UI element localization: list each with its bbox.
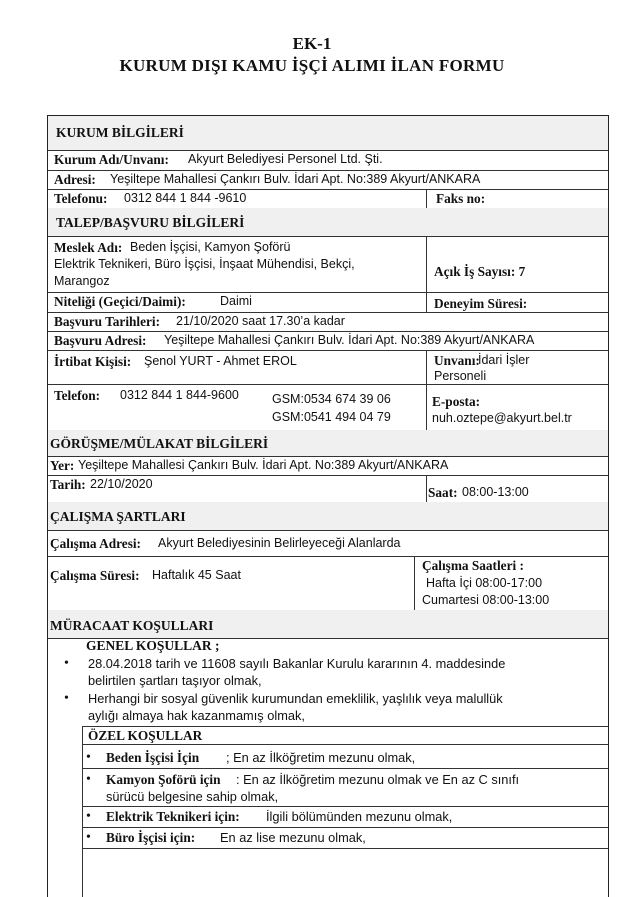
- kurum-adres-label: Adresi:: [54, 172, 96, 187]
- ozel-kosul-2-value: : En az İlköğretim mezunu olmak ve En az C sınıfı: [236, 772, 520, 787]
- bullet-icon: •: [86, 750, 91, 765]
- ozel-kosul-4-label: Büro İşçisi için:: [106, 830, 196, 845]
- calisma-sure-label: Çalışma Süresi:: [50, 568, 140, 583]
- gorusme-tarih-value: 22/10/2020: [90, 477, 153, 491]
- divider: [82, 726, 608, 727]
- divider: [426, 292, 427, 312]
- divider: [82, 848, 608, 849]
- talep-adres-row: [48, 331, 608, 351]
- section-kurum-title: KURUM BİLGİLERİ: [56, 125, 184, 140]
- meslek-label: Meslek Adı:: [54, 240, 123, 255]
- gorusme-yer-label: Yer:: [50, 458, 75, 473]
- genel-kosul-2-line2: aylığı almaya hak kazanmamış olmak,: [88, 708, 305, 723]
- basvuru-tarih-label: Başvuru Tarihleri:: [54, 314, 161, 329]
- divider: [414, 556, 415, 610]
- ozel-kosul-3-value: İlgili bölümünden mezunu olmak,: [266, 809, 453, 824]
- gsm-2: GSM:0541 494 04 79: [272, 410, 391, 424]
- genel-kosul-2-line1: Herhangi bir sosyal güvenlik kurumundan emeklilik, yaşlılık veya malullük: [88, 691, 503, 706]
- muracaat-body: [48, 638, 608, 897]
- bullet-icon: •: [86, 830, 91, 845]
- section-gorusme-title: GÖRÜŞME/MÜLAKAT BİLGİLERİ: [50, 436, 269, 451]
- divider: [82, 827, 608, 828]
- calisma-sure-row: [48, 556, 608, 611]
- kurum-faks-label: Faks no:: [436, 191, 486, 206]
- kurum-tel-label: Telefonu:: [54, 191, 108, 206]
- section-calisma-title: ÇALIŞMA ŞARTLARI: [50, 509, 186, 524]
- section-talep: [48, 208, 608, 237]
- acik-is-sayisi: Açık İş Sayısı: 7: [434, 264, 526, 279]
- divider: [426, 384, 427, 430]
- divider: [426, 475, 427, 502]
- gorusme-tarih-row: [48, 475, 608, 503]
- telefon-label: Telefon:: [54, 388, 101, 403]
- divider: [426, 189, 427, 208]
- deneyim-label: Deneyim Süresi:: [434, 296, 528, 311]
- form-title: KURUM DIŞI KAMU İŞÇİ ALIMI İLAN FORMU: [119, 56, 505, 75]
- talep-nitelik-row: [48, 292, 608, 313]
- form-annex-label: EK-1: [292, 34, 332, 53]
- section-kurum: [48, 116, 608, 151]
- calisma-sure-value: Haftalık 45 Saat: [152, 568, 241, 582]
- kurum-ad-row: [48, 150, 608, 171]
- basvuru-tarih-value: 21/10/2020 saat 17.30’a kadar: [176, 314, 345, 328]
- unvan-line1: İdari İşler: [478, 353, 530, 367]
- section-calisma: [48, 502, 608, 531]
- talep-telefon-row: [48, 384, 608, 431]
- nitelik-value: Daimi: [220, 294, 252, 308]
- telefon-value: 0312 844 1 844-9600: [120, 388, 239, 402]
- section-muracaat-title: MÜRACAAT KOŞULLARI: [50, 618, 214, 633]
- calisma-saatleri-label: Çalışma Saatleri :: [422, 558, 524, 573]
- irtibat-value: Şenol YURT - Ahmet EROL: [144, 354, 297, 368]
- section-talep-title: TALEP/BAŞVURU BİLGİLERİ: [56, 215, 245, 230]
- calisma-adres-value: Akyurt Belediyesinin Belirleyeceği Alanlarda: [158, 536, 401, 550]
- divider: [82, 744, 608, 745]
- bullet-icon: •: [86, 772, 91, 787]
- meslek-line3: Marangoz: [54, 274, 110, 288]
- divider: [426, 236, 427, 292]
- genel-kosul-1-line1: 28.04.2018 tarih ve 11608 sayılı Bakanlar Kurulu kararının 4. maddesinde: [88, 656, 506, 671]
- basvuru-adres-value: Yeşiltepe Mahallesi Çankırı Bulv. İdari Apt. No:389 Akyurt/ANKARA: [164, 333, 535, 347]
- bullet-icon: •: [64, 691, 69, 706]
- basvuru-adres-label: Başvuru Adresi:: [54, 333, 147, 348]
- kurum-tel-value: 0312 844 1 844 -9610: [124, 191, 247, 205]
- gorusme-saat-value: 08:00-13:00: [462, 485, 529, 499]
- kurum-ad-value: Akyurt Belediyesi Personel Ltd. Şti.: [188, 152, 383, 166]
- kurum-adres-row: [48, 170, 608, 190]
- unvan-line2: Personeli: [434, 369, 487, 383]
- ozel-kosul-4-value: En az lise mezunu olmak,: [220, 830, 366, 845]
- meslek-line2: Elektrik Teknikeri, Büro İşçisi, İnşaat Mühendisi, Bekçi,: [54, 257, 355, 271]
- genel-kosullar-title: GENEL KOŞULLAR ;: [86, 638, 220, 653]
- bullet-icon: •: [86, 809, 91, 824]
- talep-irtibat-row: [48, 350, 608, 385]
- calisma-adres-label: Çalışma Adresi:: [50, 536, 141, 551]
- section-muracaat: [48, 610, 608, 639]
- talep-meslek-row: [48, 236, 608, 293]
- ozel-kosul-2-label: Kamyon Şoförü için: [106, 772, 221, 787]
- ozel-kosul-1-label: Beden İşçisi İçin: [106, 750, 200, 765]
- genel-kosul-1-line2: belirtilen şartları taşıyor olmak,: [88, 673, 262, 688]
- divider: [82, 806, 608, 807]
- gorusme-yer-row: [48, 456, 608, 476]
- kurum-adres-value: Yeşiltepe Mahallesi Çankırı Bulv. İdari Apt. No:389 Akyurt/ANKARA: [110, 172, 481, 186]
- kurum-tel-row: [48, 189, 608, 209]
- talep-tarih-row: [48, 312, 608, 332]
- gorusme-tarih-label: Tarih:: [50, 477, 86, 492]
- ozel-kosul-1-value: ; En az İlköğretim mezunu olmak,: [226, 750, 416, 765]
- gsm-1: GSM:0534 674 39 06: [272, 392, 391, 406]
- gorusme-yer-value: Yeşiltepe Mahallesi Çankırı Bulv. İdari Apt. No:389 Akyurt/ANKARA: [78, 458, 449, 472]
- divider: [426, 350, 427, 384]
- nitelik-label: Niteliği (Geçici/Daimi):: [54, 294, 186, 309]
- eposta-value: nuh.oztepe@akyurt.bel.tr: [432, 411, 572, 425]
- bullet-icon: •: [64, 656, 69, 671]
- meslek-line1: Beden İşçisi, Kamyon Şoförü: [130, 240, 291, 254]
- gorusme-saat-label: Saat:: [428, 485, 458, 500]
- divider: [82, 768, 608, 769]
- irtibat-label: İrtibat Kişisi:: [54, 354, 132, 369]
- ozel-kosul-2-line2: sürücü belgesine sahip olmak,: [106, 789, 279, 804]
- divider: [82, 726, 83, 897]
- unvan-label: Unvanı:: [434, 353, 480, 368]
- calisma-saatleri-line2: Cumartesi 08:00-13:00: [422, 593, 550, 607]
- ozel-kosul-3-label: Elektrik Teknikeri için:: [106, 809, 240, 824]
- calisma-saatleri-line1: Hafta İçi 08:00-17:00: [426, 576, 543, 590]
- section-gorusme: [48, 430, 608, 457]
- eposta-label: E-posta:: [432, 394, 481, 409]
- application-form: [47, 115, 609, 897]
- kurum-ad-label: Kurum Adı/Unvanı:: [54, 152, 169, 167]
- ozel-kosullar-title: ÖZEL KOŞULLAR: [88, 728, 203, 743]
- calisma-adres-row: [48, 530, 608, 557]
